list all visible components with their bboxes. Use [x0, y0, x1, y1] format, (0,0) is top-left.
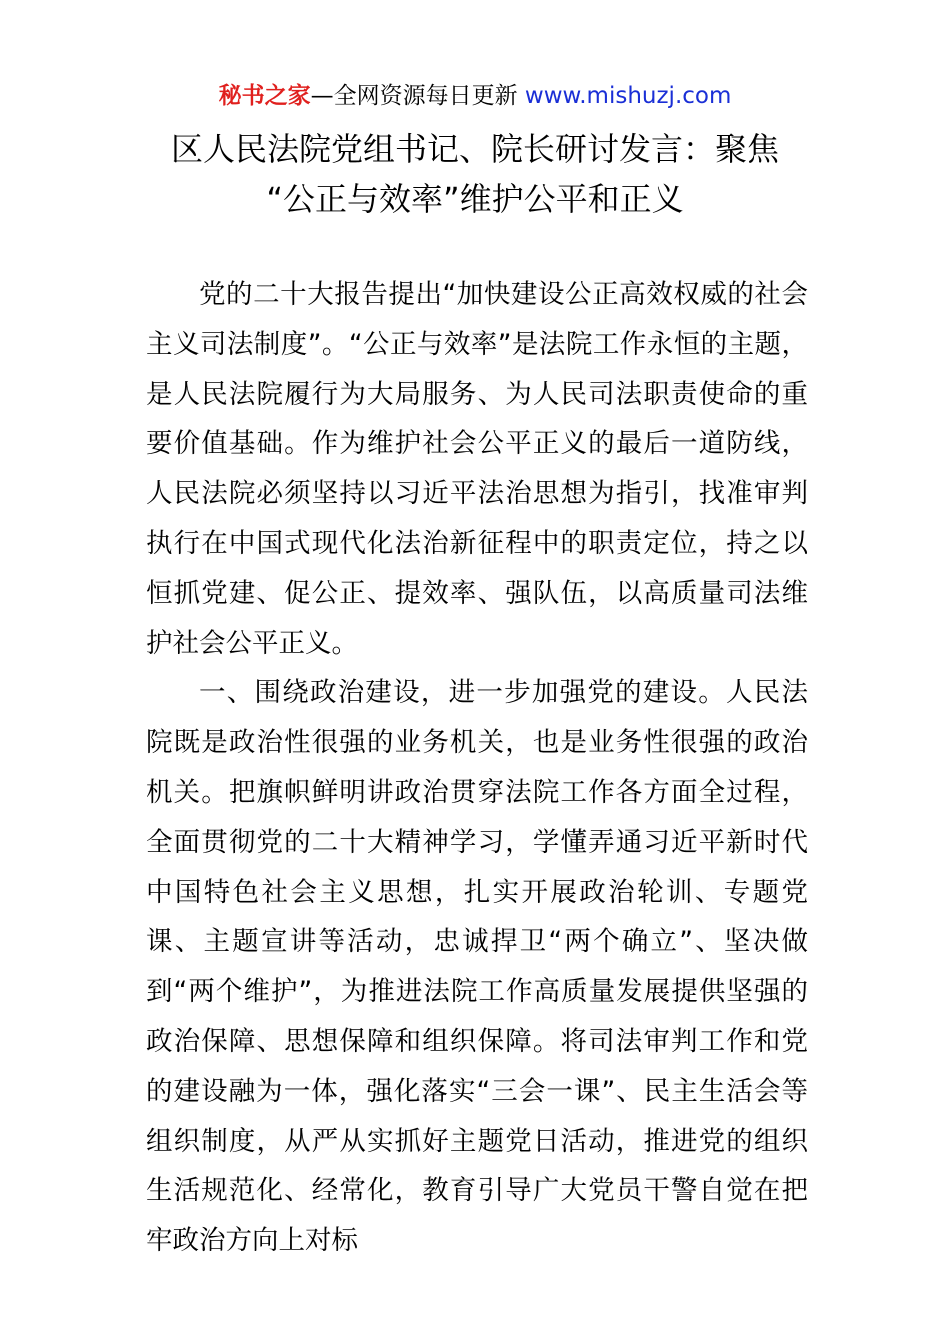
title-line-1: 区人民法院党组书记、院长研讨发言：聚焦	[170, 130, 779, 168]
paragraph-intro: 党的二十大报告提出“加快建设公正高效权威的社会主义司法制度”。“公正与效率”是法院工作永恒的主题，是人民法院履行为大局服务、为人民司法职责使命的重要价值基础。作为维护社会公平正义的最后一道防线，人民法院必须坚持以习近平法治思想为指引，找准审判执行在中国式现代化法治新征程中的职责定位，持之以恒抓党建、促公正、提效率、强队伍，以高质量司法维护社会公平正义。	[146, 279, 808, 659]
site-url[interactable]: www.mishuzj.com	[524, 83, 732, 109]
document-title	[0, 124, 950, 224]
title-line-2: “公正与效率”维护公平和正义	[266, 180, 684, 218]
site-header	[0, 80, 950, 112]
document-body	[146, 270, 808, 1266]
paragraph-section-1: 一、围绕政治建设，进一步加强党的建设。人民法院既是政治性很强的业务机关，也是业务性很强的政治机关。把旗帜鲜明讲政治贯穿法院工作各方面全过程，全面贯彻党的二十大精神学习，学懂弄通习近平新时代中国特色社会主义思想，扎实开展政治轮训、专题党课、主题宣讲等活动，忠诚捍卫“两个确立”、坚决做到“两个维护”，为推进法院工作高质量发展提供坚强的政治保障、思想保障和组织保障。将司法审判工作和党的建设融为一体，强化落实“三会一课”、民主生活会等组织制度，从严从实抓好主题党日活动，推进党的组织生活规范化、经常化，教育引导广大党员干警自觉在把牢政治方向上对标	[146, 677, 808, 1257]
brand-name: 秘书之家	[218, 83, 311, 109]
header-slogan: —全网资源每日更新	[310, 83, 525, 109]
